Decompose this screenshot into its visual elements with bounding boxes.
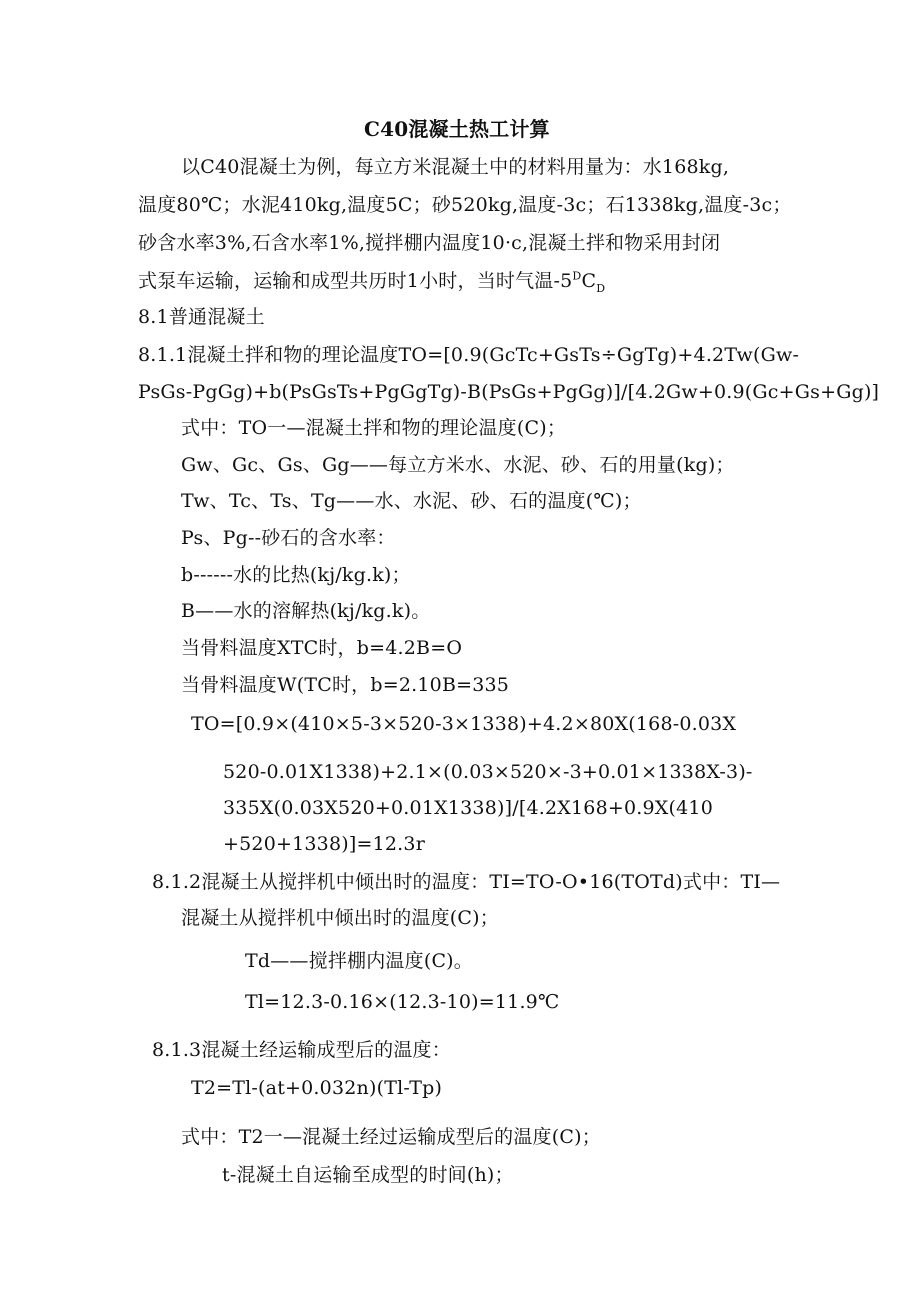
def-t: Tw、Tc、Ts、Tg——水、水泥、砂、石的温度(℃)； xyxy=(181,490,642,512)
def-b-small: b------水的比热(kj/kg.k)； xyxy=(181,564,411,586)
section-8-1-heading: 8.1普通混凝土 xyxy=(138,306,265,328)
calc-to-line-4: +520+1338)]=12.3r xyxy=(223,833,425,855)
condition-2: 当骨料温度W(TC时，b=2.10B=335 xyxy=(181,674,510,696)
intro-line-3: 砂含水率3%,石含水率1%,搅拌棚内温度10·c,混凝土拌和物采用封闭 xyxy=(138,232,721,254)
doc-title: C40混凝土热工计算 xyxy=(364,117,550,141)
intro-sub: D xyxy=(596,281,606,295)
def-to: 式中：TO一—混凝土拌和物的理论温度(C)； xyxy=(181,417,567,439)
section-8-1-2-line-2: 混凝土从搅拌机中倾出时的温度(C)； xyxy=(181,907,499,929)
def-g: Gw、Gc、Gs、Gg——每立方米水、水泥、砂、石的用量(kg)； xyxy=(181,454,735,476)
intro-line-2: 温度80℃；水泥410kg,温度5C；砂520kg,温度-3c；石1338kg,温度-3c； xyxy=(138,194,792,216)
def-p: Ps、Pg--砂石的含水率： xyxy=(181,527,396,549)
calc-to-line-2: 520-0.01X1338)+2.1×(0.03×520×-3+0.01×1338X-3)- xyxy=(223,761,753,783)
calc-to-line-3: 335X(0.03X520+0.01X1338)]/[4.2X168+0.9X(410 xyxy=(223,797,713,819)
def-t2: 式中：T2一—混凝土经过运输成型后的温度(C)； xyxy=(181,1126,601,1148)
def-b-large: B——水的溶解热(kj/kg.k)。 xyxy=(181,600,431,622)
intro-sup: D xyxy=(572,269,582,283)
condition-1: 当骨料温度XTC时，b=4.2B=O xyxy=(181,637,463,659)
intro-line-1: 以C40混凝土为例，每立方米混凝土中的材料用量为：水168kg, xyxy=(181,156,730,178)
calc-t1: Tl=12.3-0.16×(12.3-10)=11.9℃ xyxy=(245,991,560,1013)
calc-to-line-1: TO=[0.9×(410×5-3×520-3×1338)+4.2×80X(168-0.03X xyxy=(191,713,737,735)
section-8-1-1-line-1: 8.1.1混凝土拌和物的理论温度TO=[0.9(GcTc+GsTs÷GgTg)+4.2Tw(Gw- xyxy=(138,344,800,366)
def-t-time: t-混凝土自运输至成型的时间(h)； xyxy=(222,1164,514,1186)
section-8-1-3-heading: 8.1.3混凝土经运输成型后的温度： xyxy=(152,1039,451,1061)
intro-line-4 xyxy=(138,269,605,293)
section-8-1-2-line-1: 8.1.2混凝土从搅拌机中倾出时的温度：TI=TO-O•16(TOTd)式中：TI— xyxy=(152,871,781,893)
intro-line-4-text: 式泵车运输，运输和成型共历时1小时，当时气温-5 xyxy=(138,270,573,292)
section-8-1-1-line-2: PsGs-PgGg)+b(PsGsTs+PgGgTg)-B(PsGs+PgGg)]/[4.2Gw+0.9(Gc+Gs+Gg)] xyxy=(138,381,880,403)
intro-unit: C xyxy=(581,270,597,292)
def-td: Td——搅拌棚内温度(C)。 xyxy=(245,950,473,972)
formula-t2: T2=Tl-(at+0.032n)(Tl-Tp) xyxy=(191,1077,443,1099)
